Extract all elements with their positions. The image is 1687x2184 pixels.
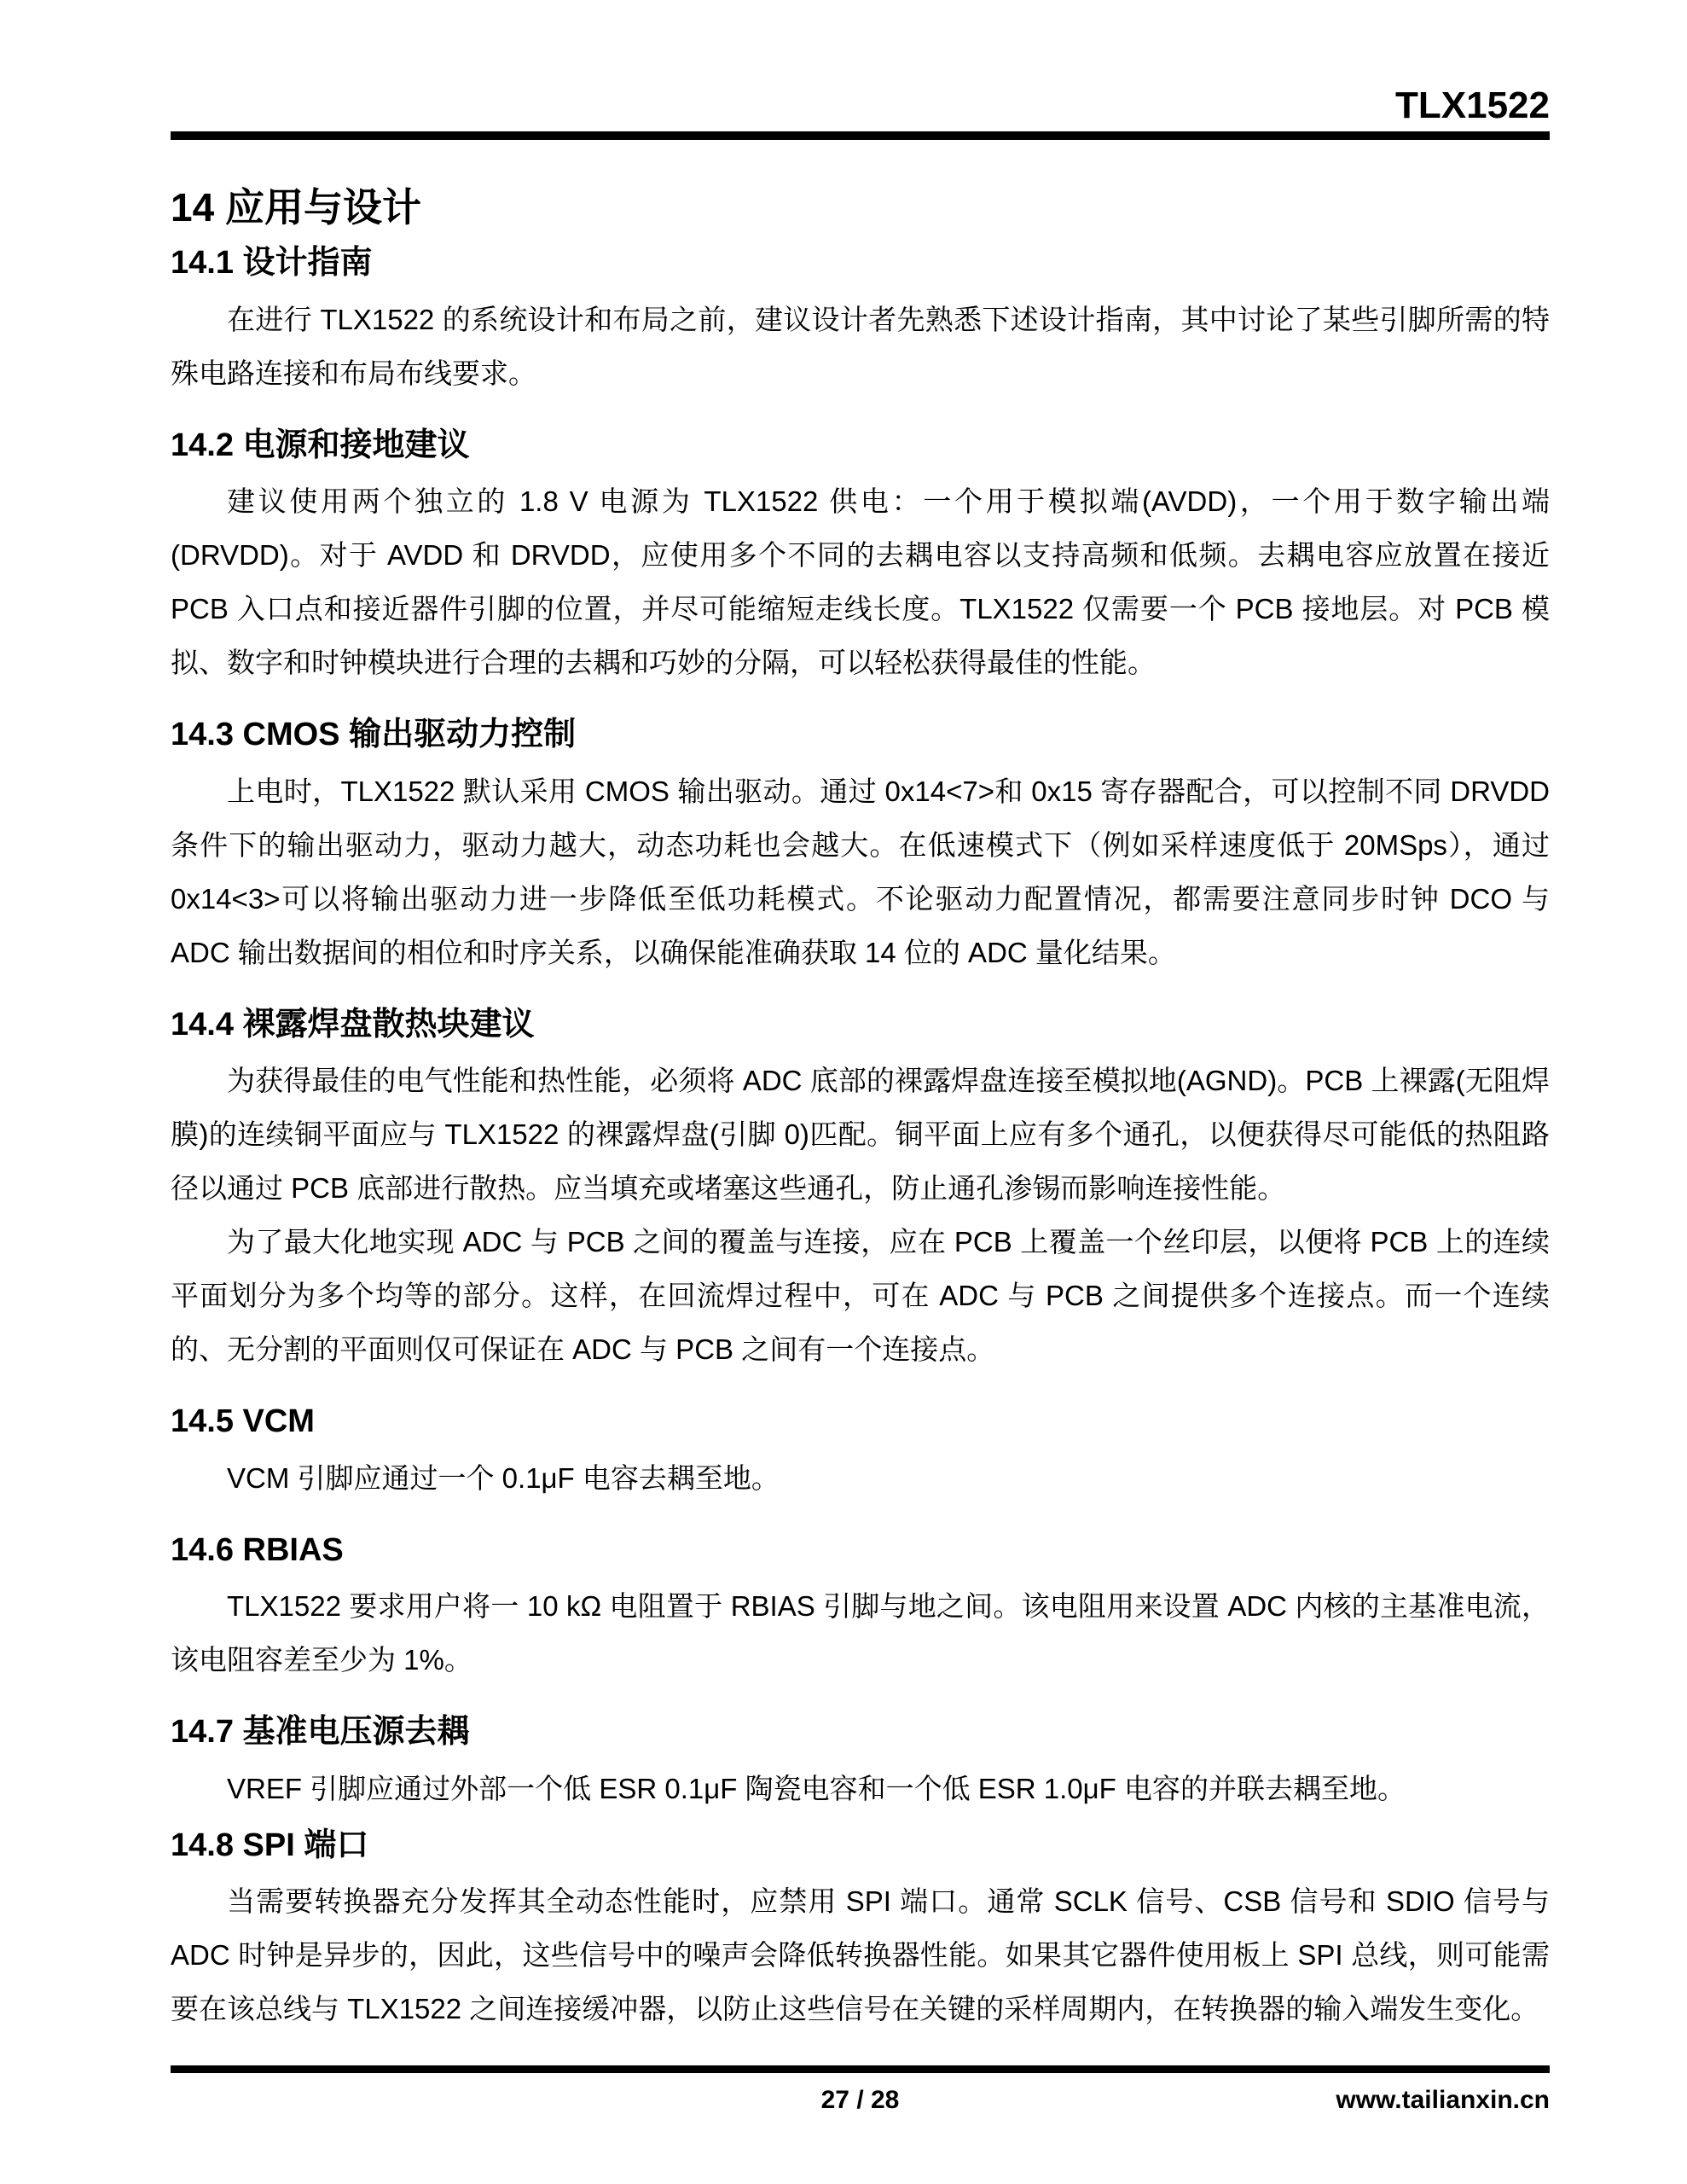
- page-footer: [171, 2065, 1550, 2119]
- footer-rule: [171, 2065, 1550, 2073]
- section-14-4: [171, 1005, 1550, 1377]
- paragraph: 为获得最佳的电气性能和热性能，必须将 ADC 底部的裸露焊盘连接至模拟地(AGND)。PCB 上裸露(无阻焊膜)的连续铜平面应与 TLX1522 的裸露焊盘(引脚 0)匹配。铜平面上应有多个通孔，以便获得尽可能低的热阻路径以通过 PCB 底部进行散热。应当填充或堵塞这些通孔，防止通孔渗锡而影响连接性能。: [171, 1065, 1550, 1205]
- section-heading-14-7: 14.7 基准电压源去耦: [171, 1714, 470, 1751]
- paragraph: 建议使用两个独立的 1.8 V 电源为 TLX1522 供电：一个用于模拟端(AVDD)，一个用于数字输出端(DRVDD)。对于 AVDD 和 DRVDD，应使用多个不同的去耦电容以支持高频和低频。去耦电容应放置在接近 PCB 入口点和接近器件引脚的位置，并尽可能缩短走线长度。TLX1522 仅需要一个 PCB 接地层。对 PCB 模拟、数字和时钟模块进行合理的去耦和巧妙的分隔，可以轻松获得最佳的性能。: [171, 485, 1550, 679]
- page-number: 27 / 28: [820, 2086, 900, 2114]
- section-heading-14-8: 14.8 SPI 端口: [171, 1827, 369, 1863]
- paragraph: VREF 引脚应通过外部一个低 ESR 0.1μF 陶瓷电容和一个低 ESR 1.0μF 电容的并联去耦至地。: [227, 1772, 1406, 1804]
- paragraph: VCM 引脚应通过一个 0.1μF 电容去耦至地。: [227, 1461, 780, 1494]
- section-14-3: [171, 715, 1550, 979]
- section-heading-14-5: 14.5 VCM: [171, 1403, 315, 1440]
- header-part-number: TLX1522: [1395, 84, 1550, 126]
- paragraph: 当需要转换器充分发挥其全动态性能时，应禁用 SPI 端口。通常 SCLK 信号、CSB 信号和 SDIO 信号与 ADC 时钟是异步的，因此，这些信号中的噪声会降低转换器性能。如果其它器件使用板上 SPI 总线，则可能需要在该总线与 TLX1522 之间连接缓冲器，以防止这些信号在关键的采样周期内，在转换器的输入端发生变化。: [171, 1885, 1550, 2025]
- paragraph: TLX1522 要求用户将一 10 kΩ 电阻置于 RBIAS 引脚与地之间。该电阻用来设置 ADC 内核的主基准电流，该电阻容差至少为 1%。: [171, 1590, 1550, 1676]
- section-heading-14-1: 14.1 设计指南: [171, 245, 373, 282]
- header-rule: [171, 131, 1550, 140]
- section-14-8: [171, 1826, 1550, 2036]
- paragraph: 在进行 TLX1522 的系统设计和布局之前，建议设计者先熟悉下述设计指南，其中讨论了某些引脚所需的特殊电路连接和布局布线要求。: [171, 303, 1550, 389]
- section-heading-14-4: 14.4 裸露焊盘散热块建议: [171, 1006, 535, 1043]
- section-heading-14-6: 14.6 RBIAS: [171, 1531, 344, 1568]
- section-heading-14-2: 14.2 电源和接地建议: [171, 427, 470, 463]
- chapter-title: 14 应用与设计: [171, 185, 421, 229]
- section-heading-14-3: 14.3 CMOS 输出驱动力控制: [171, 717, 577, 753]
- paragraph: 上电时，TLX1522 默认采用 CMOS 输出驱动。通过 0x14<7>和 0x15 寄存器配合，可以控制不同 DRVDD 条件下的输出驱动力，驱动力越大，动态功耗也会越大。在低速模式下（例如采样速度低于 20MSps），通过 0x14<3>可以将输出驱动力进一步降低至低功耗模式。不论驱动力配置情况，都需要注意同步时钟 DCO 与 ADC 输出数据间的相位和时序关系，以确保能准确获取 14 位的 ADC 量化结果。: [171, 775, 1550, 968]
- website-url: www.tailianxin.cn: [1336, 2086, 1550, 2114]
- section-14-6: [171, 1531, 1550, 1687]
- section-14-2: [171, 426, 1550, 690]
- page-header: [171, 0, 1550, 140]
- section-14-5: [171, 1402, 1550, 1505]
- section-14-1: [171, 243, 1550, 400]
- paragraph: 为了最大化地实现 ADC 与 PCB 之间的覆盖与连接，应在 PCB 上覆盖一个丝印层，以便将 PCB 上的连续平面划分为多个均等的部分。这样，在回流焊过程中，可在 ADC 与 PCB 之间提供多个连接点。而一个连续的、无分割的平面则仅可保证在 ADC 与 PCB 之间有一个连接点。: [171, 1226, 1550, 1366]
- footer-row: [171, 2082, 1550, 2119]
- section-14-7: [171, 1712, 1550, 1815]
